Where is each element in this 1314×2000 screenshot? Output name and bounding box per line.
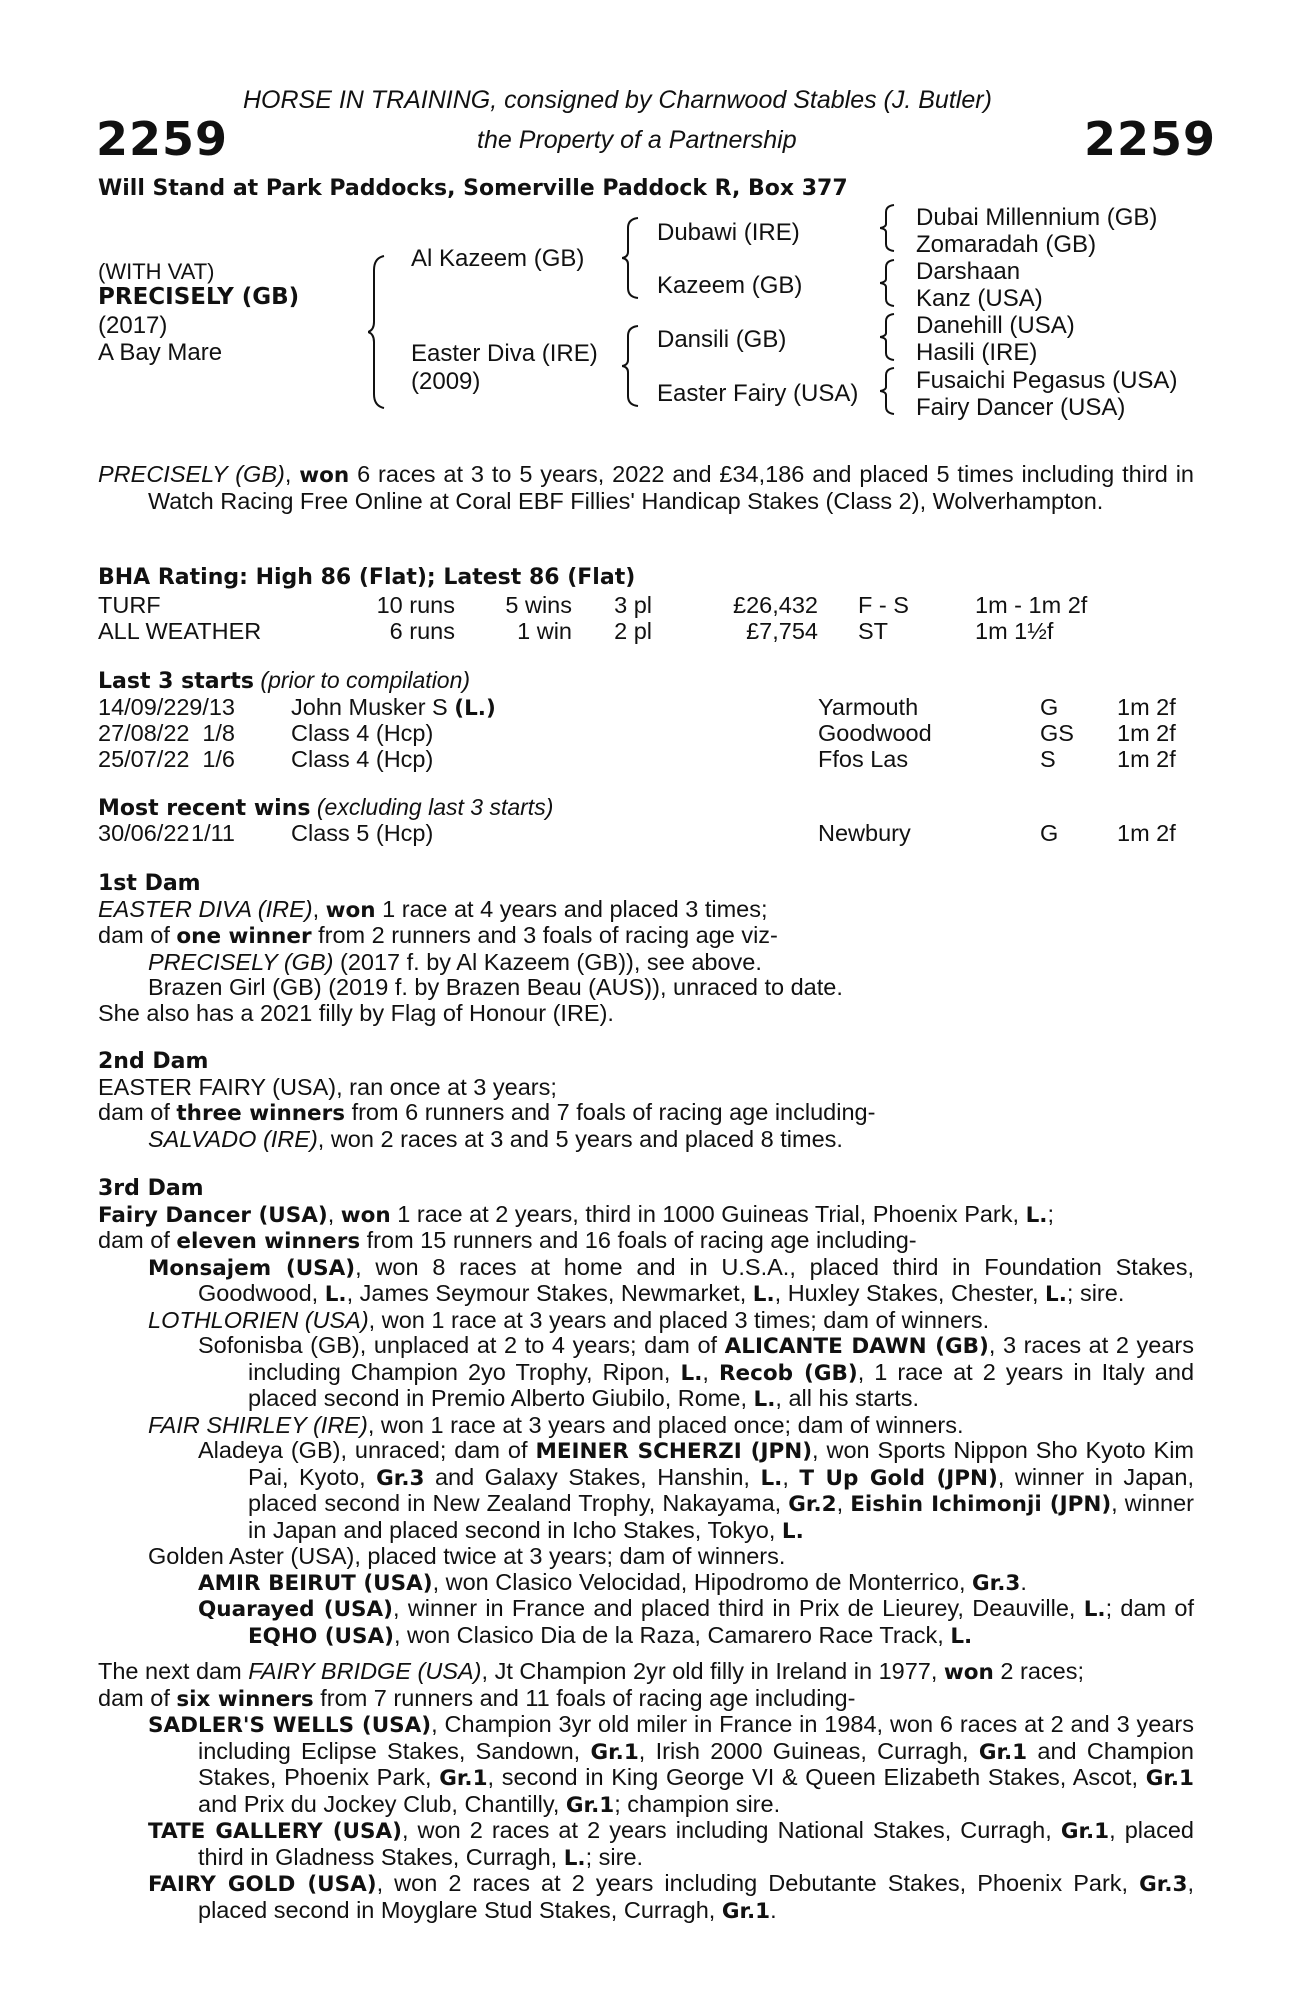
pedigree-ddd: Fairy Dancer (USA) [916,394,1126,421]
rating-pl-cell: 2 pl [614,618,652,644]
rating-dist-cell: 1m 1½f [975,618,1054,644]
recent-going-cell: G [1040,820,1059,846]
pedigree-sire-dam: Kazeem (GB) [657,272,803,299]
second-dam-section: 2nd Dam EASTER FAIRY (USA), ran once at 3 years; dam of three winners from 6 runners and 7 foals of racing age including- SALVADO (IRE), won 2 races at 3 and 5 years and placed 8 times. [98,1049,1194,1152]
rating-surface-cell: ALL WEATHER [98,618,262,644]
last3-race-tag: (L.) [454,696,496,721]
pedigree-sire: Al Kazeem (GB) [411,245,585,272]
rating-pl-cell: 3 pl [614,592,652,618]
pedigree-sss: Dubai Millennium (GB) [916,204,1158,231]
pedigree-brace-sire [622,216,640,300]
last3-course-cell: Ffos Las [818,746,909,772]
lot-number-right: 2259 [1084,112,1217,166]
last3-date-cell: 25/07/22 [98,746,190,772]
recent-wins-heading: Most recent wins (excluding last 3 starts) [98,794,554,821]
last3-course-cell: Yarmouth [818,694,919,720]
last3-race-cell [291,720,433,747]
rating-runs-cell: 6 runs [389,618,455,644]
last3-race-name: John Musker S [291,694,448,720]
last3-date-cell: 14/09/22 [98,694,190,720]
pedigree-brace-ss [880,203,896,253]
third-dam-title: 3rd Dam [98,1176,204,1201]
last3-race-name: Class 4 (Hcp) [291,720,434,746]
pedigree-brace-sd [880,258,896,308]
consignor-line: HORSE IN TRAINING, consigned by Charnwood Stables (J. Butler) [243,86,992,114]
last3-dist-cell: 1m 2f [1117,720,1176,746]
pedigree-brace-main [368,254,386,410]
last3-race-cell [291,746,433,773]
recent-course-cell: Newbury [818,820,911,846]
last3-race-name: Class 4 (Hcp) [291,746,434,772]
horse-name: PRECISELY (GB) [98,284,300,310]
recent-date-cell: 30/06/22 [98,820,190,846]
stand-location: Will Stand at Park Paddocks, Somerville Paddock R, Box 377 [98,176,848,201]
third-dam-section: 3rd Dam Fairy Dancer (USA), won 1 race at 2 years, third in 1000 Guineas Trial, Phoenix Park, L.; dam of eleven winners from 15 runners and 16 foals of racing age including- Monsajem (USA), won 8 races at home and in U.S.A., placed third in Foundation Stakes, Goodwood, L., James Seymour Stakes, Newmarket, L., Huxley Stakes, Chester, L.; sire. LOTHLORIEN (USA), won 1 race at 3 years and placed 3 times; dam of winners. Sofonisba (GB), unplaced at 2 to 4 years; dam of ALICANTE DAWN (GB), 3 races at 2 years including Champion 2yo Trophy, Ripon, L., Recob (GB), 1 race at 2 years in Italy and placed second in Premio Alberto Giubilo, Rome, L., all his starts. FAIR SHIRLEY (IRE), won 1 race at 3 years and placed once; dam of winners. Aladeya (GB), unraced; dam of MEINER SCHERZI (JPN), won Sports Nippon Sho Kyoto Kim Pai, Kyoto, Gr.3 and Galaxy Stakes, Hanshin, L., T Up Gold (JPN), winner in Japan, placed second in New Zealand Trophy, Nakayama, Gr.2, Eishin Ichimonji (JPN), winner in Japan and placed second in Icho Stakes, Tokyo, L. Golden Aster (USA), placed twice at 3 years; dam of winners. AMIR BEIRUT (USA), won Clasico Velocidad, Hipodromo de Monterrico, Gr.3. Quarayed (USA), winner in France and placed third in Prix de Lieurey, Deauville, L.; dam of EQHO (USA), won Clasico Dia de la Raza, Camarero Race Track, L. [98,1176,1195,1649]
pedigree-brace-dd [880,366,896,416]
rating-dist-cell: 1m - 1m 2f [975,592,1088,618]
recent-race-name: Class 5 (Hcp) [291,820,434,846]
property-line: the Property of a Partnership [477,126,797,154]
last3-race-cell [291,694,496,721]
last3-pos-cell: 1/8 [202,720,235,746]
last3-dist-cell: 1m 2f [1117,746,1176,772]
second-dam-title: 2nd Dam [98,1049,209,1074]
next-dam-section: The next dam FAIRY BRIDGE (USA), Jt Champion 2yr old filly in Ireland in 1977, won 2 races; dam of six winners from 7 runners and 11 foals of racing age including- SADLER'S WELLS (USA), Champion 3yr old miler in France in 1984, won 6 races at 2 and 3 years including Eclipse Stakes, Sandown, Gr.1, Irish 2000 Guineas, Curragh, Gr.1 and Champion Stakes, Phoenix Park, Gr.1, second in King George VI & Queen Elizabeth Stakes, Ascot, Gr.1 and Prix du Jockey Club, Chantilly, Gr.1; champion sire. TATE GALLERY (USA), won 2 races at 2 years including National Stakes, Curragh, Gr.1, placed third in Gladness Stakes, Curragh, L.; sire. FAIRY GOLD (USA), won 2 races at 2 years including Debutante Stakes, Phoenix Park, Gr.3, placed second in Moyglare Stud Stakes, Curragh, Gr.1. [98,1658,1194,1924]
rating-going-cell: ST [858,618,889,644]
last3-pos-cell: 9/13 [189,694,235,720]
rating-money-cell: £7,754 [746,618,818,644]
last3-going-cell: G [1040,694,1059,720]
pedigree-dsd: Hasili (IRE) [916,339,1038,366]
pedigree-sire-sire: Dubawi (IRE) [657,219,800,246]
last3-going-cell: S [1040,746,1056,772]
first-dam-section: 1st Dam EASTER DIVA (IRE), won 1 race at 4 years and placed 3 times; dam of one winner from 2 runners and 3 foals of racing age viz- PRECISELY (GB) (2017 f. by Al Kazeem (GB)), see above. Brazen Girl (GB) (2019 f. by Brazen Beau (AUS)), unraced to date. She also has a 2021 filly by Flag of Honour (IRE). [98,871,1194,1026]
pedigree-dss: Danehill (USA) [916,312,1075,339]
rating-surface-cell: TURF [98,592,161,618]
rating-going-cell: F - S [858,592,909,618]
recent-race-cell [291,820,433,847]
first-dam-title: 1st Dam [98,871,201,896]
pedigree-sds: Darshaan [916,258,1021,285]
horse-description: A Bay Mare [98,339,223,366]
rating-wins-cell: 1 win [517,618,572,644]
pedigree-brace-ds [880,312,896,362]
pedigree-dam-sire: Dansili (GB) [657,326,787,353]
pedigree-dam-year: (2009) [411,368,481,395]
race-summary: PRECISELY (GB), won 6 races at 3 to 5 years, 2022 and £34,186 and placed 5 times including third in Watch Racing Free Online at Coral EBF Fillies' Handicap Stakes (Class 2), Wolverhampton. [98,461,1195,514]
rating-runs-cell: 10 runs [376,592,455,618]
rating-wins-cell: 5 wins [505,592,572,618]
last3-heading: Last 3 starts (prior to compilation) [98,667,471,694]
horse-year: (2017) [98,312,168,339]
recent-dist-cell: 1m 2f [1117,820,1176,846]
lot-number-left: 2259 [96,112,229,166]
recent-pos-cell: 1/11 [191,820,235,846]
pedigree-dam-dam: Easter Fairy (USA) [657,380,859,407]
last3-going-cell: GS [1040,720,1074,746]
last3-course-cell: Goodwood [818,720,932,746]
last3-pos-cell: 1/6 [202,746,235,772]
vat-label: (WITH VAT) [98,259,215,284]
bha-rating-title: BHA Rating: High 86 (Flat); Latest 86 (Flat) [98,565,636,590]
rating-money-cell: £26,432 [733,592,818,618]
pedigree-ssd: Zomaradah (GB) [916,231,1097,258]
last3-date-cell: 27/08/22 [98,720,190,746]
last3-dist-cell: 1m 2f [1117,694,1176,720]
pedigree-dds: Fusaichi Pegasus (USA) [916,367,1178,394]
pedigree-brace-dam [622,324,640,408]
pedigree-dam: Easter Diva (IRE) [411,340,598,367]
pedigree-sdd: Kanz (USA) [916,285,1043,312]
